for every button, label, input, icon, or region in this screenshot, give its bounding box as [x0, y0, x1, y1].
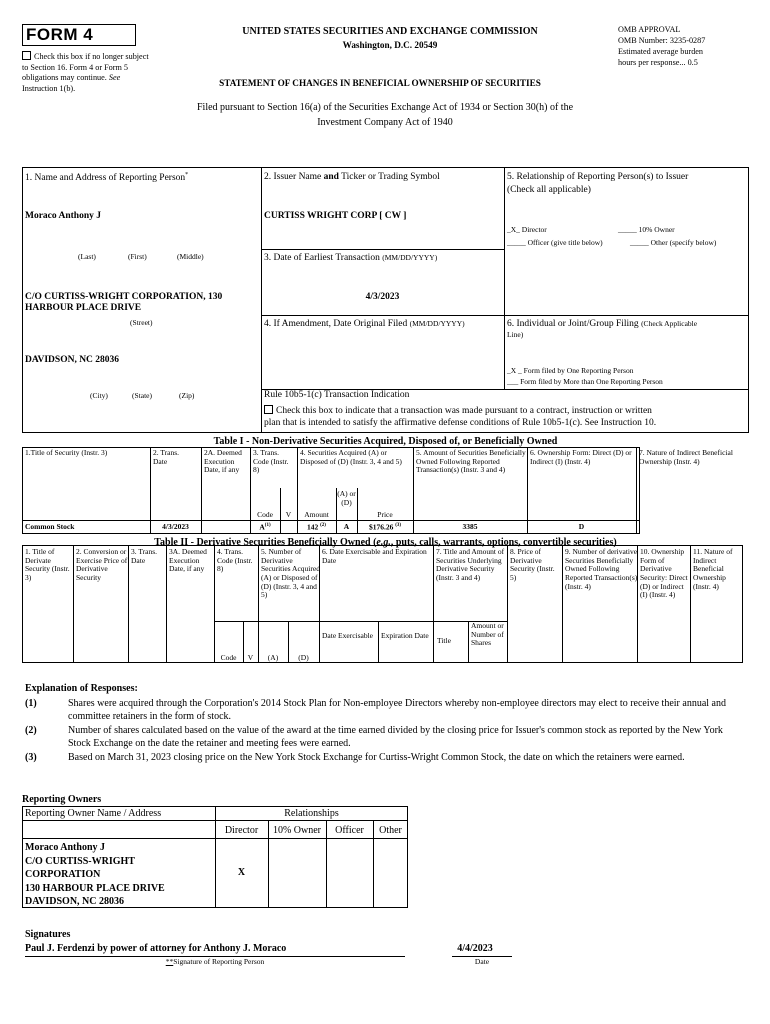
- table1-h6: 6. Ownership Form: Direct (D) or Indirect (I) (Instr. 4): [530, 448, 632, 466]
- rule-10b5-title: Rule 10b5-1(c) Transaction Indication: [264, 390, 410, 400]
- filing-type-sub: Line): [507, 330, 524, 339]
- table2-h6: 6. Date Exercisable and Expiration Date: [322, 547, 427, 565]
- table1-h2a: 2A. Deemed Execution Date, if any: [204, 448, 242, 475]
- table1-row-a-or-d: A: [343, 522, 350, 531]
- table2-h11: 11. Nature of Indirect Beneficial Ownership (Instr. 4): [693, 547, 733, 591]
- reporting-owners-title: Reporting Owners: [22, 794, 102, 805]
- relationship-director: _X_ Director: [507, 225, 547, 234]
- middle-label: (Middle): [177, 252, 204, 261]
- state-label: (State): [132, 391, 152, 400]
- director-header: Director: [224, 825, 259, 836]
- agency-name: UNITED STATES SECURITIES AND EXCHANGE COMMISSION: [242, 26, 538, 37]
- table2-sub-d: (D): [298, 653, 309, 662]
- amendment-date-label: 4. If Amendment, Date Original Filed (MM/DD/YYYY): [264, 319, 465, 329]
- explanation-item: (1) Shares were acquired through the Corporation's 2014 Stock Plan for Non-employee Directors whereby non-employee directors may elect to receive their annual and committee retainers in the form of stock.: [25, 698, 726, 722]
- other-header: Other: [379, 825, 402, 836]
- table1-sub-code: Code: [257, 510, 273, 519]
- signatures-title: Signatures: [25, 929, 71, 940]
- table1-sub-price: Price: [377, 510, 393, 519]
- form-title: FORM 4: [26, 25, 94, 44]
- table1-row-owned: 3385: [462, 522, 478, 531]
- explanation-list: [25, 697, 745, 764]
- owner-name-address: Moraco Anthony J C/O CURTISS-WRIGHT CORPORATION 130 HARBOUR PLACE DRIVE DAVIDSON, NC 28036: [25, 842, 165, 907]
- table2-h3a: 3A. Deemed Execution Date, if any: [169, 547, 207, 574]
- table2-h9: 9. Number of derivative Securities Beneficially Owned Following Reported Transaction(s) (Instr. 4): [565, 547, 638, 591]
- table1-row-code: $A^{(1)}$: [259, 522, 271, 532]
- explanation-title: Explanation of Responses:: [25, 683, 138, 694]
- table2-sub-exercisable: Date Exercisable: [322, 631, 374, 640]
- table1-row-price: $176.26 $^{(3)}$: [368, 522, 402, 532]
- relationships-header: Relationships: [284, 808, 339, 819]
- table1-row-date: 4/3/2023: [162, 522, 189, 531]
- street-label: (Street): [130, 318, 153, 327]
- reporting-person-name: Moraco Anthony J: [25, 211, 101, 221]
- filed-pursuant-line-1: Filed pursuant to Section 16(a) of the Securities Exchange Act of 1934 or Section 30(h) of the: [196, 102, 574, 113]
- table2-h8: 8. Price of Derivative Security (Instr. 5): [510, 547, 555, 582]
- signature-date: 4/4/2023: [457, 943, 493, 954]
- owner-name-header: Reporting Owner Name / Address: [25, 808, 162, 819]
- table2-sub-title: Title: [437, 636, 451, 645]
- table1-row-form: D: [578, 522, 585, 531]
- table2-sub-code: Code: [220, 653, 237, 662]
- officer-header: Officer: [335, 825, 364, 836]
- table2-h2: 2. Conversion or Exercise Price of Derivative Security: [76, 547, 128, 582]
- table1-row-amount: 142 $^{(2)}$: [307, 522, 326, 532]
- filed-pursuant-line-2: Investment Company Act of 1940: [317, 117, 453, 128]
- explanation-item: (3) Based on March 31, 2023 closing price on the New York Stock Exchange for Curtiss-Wright Common Stock, the date on which the retainers were earned.: [25, 752, 685, 763]
- rule-10b5-checkbox[interactable]: [264, 405, 273, 414]
- no-longer-subject-checkbox[interactable]: [22, 51, 31, 60]
- table1-sub-amount: Amount: [304, 510, 329, 519]
- explanation-item: (2) Number of shares calculated based on the value of the award at the time earned divided by the closing price for Issuer's common stock as reported by the New York Stock Exchange on the date the retainer and meeting fees were earned.: [25, 725, 723, 749]
- table1-title: Table I - Non-Derivative Securities Acquired, Disposed of, or Beneficially Owned: [213, 436, 558, 447]
- date-label: Date: [474, 957, 490, 966]
- issuer-name-value: CURTISS WRIGHT CORP [ CW ]: [264, 211, 407, 221]
- table2-sub-v: V: [247, 653, 254, 662]
- relationship-label-1: 5. Relationship of Reporting Person(s) to Issuer: [507, 172, 689, 182]
- last-label: (Last): [78, 252, 96, 261]
- zip-label: (Zip): [179, 391, 195, 400]
- ten-pct-owner-header: 10% Owner: [272, 825, 322, 836]
- reporting-person-label: 1. Name and Address of Reporting Person*: [25, 172, 189, 184]
- table1-sub-a-or-d: (A) or (D): [337, 489, 356, 507]
- earliest-transaction-label: 3. Date of Earliest Transaction (MM/DD/YYYY): [264, 253, 438, 263]
- rule-10b5-text: Check this box to indicate that a transaction was made pursuant to a contract, instruction or written plan that is intended to satisfy the affirmative defense conditions of Rule 10b5-1(c). See Instruction 10.: [264, 406, 657, 428]
- table2-h5: 5. Number of Derivative Securities Acquired (A) or Disposed of (D) (Instr. 3, 4 and 5): [261, 547, 320, 600]
- table1-h5: 5. Amount of Securities Beneficially Owned Following Reported Transaction(s) (Instr. 3 and 4): [416, 448, 526, 475]
- table1-h1: 1.Title of Security (Instr. 3): [25, 448, 108, 457]
- earliest-transaction-date: 4/3/2023: [365, 292, 400, 302]
- table2-title: Table II - Derivative Securities Beneficially Owned (e.g., puts, calls, warrants, options, convertible securities): [154, 537, 617, 548]
- filing-type-label: 6. Individual or Joint/Group Filing (Check Applicable: [507, 319, 698, 329]
- signer-name: Paul J. Ferdenzi by power of attorney for Anthony J. Moraco: [25, 943, 287, 954]
- omb-approval: OMB APPROVAL OMB Number: 3235-0287 Estimated average burden hours per response... 0.5: [618, 25, 706, 68]
- agency-location: Washington, D.C. 20549: [342, 40, 438, 50]
- table1-row-title: Common Stock: [25, 522, 75, 531]
- issuer-name-label: 2. Issuer Name and Ticker or Trading Symbol: [264, 172, 440, 182]
- table2-h3: 3. Trans. Date: [131, 547, 158, 565]
- reporting-person-address: C/O CURTISS-WRIGHT CORPORATION, 130 HARBOUR PLACE DRIVE: [25, 292, 223, 313]
- table1-h4: 4. Securities Acquired (A) or Disposed of (D) (Instr. 3, 4 and 5): [300, 448, 402, 466]
- reporting-person-city: DAVIDSON, NC 28036: [25, 355, 120, 365]
- relationship-other: _____ Other (specify below): [630, 238, 717, 247]
- table2-h10: 10. Ownership Form of Derivative Security: Direct (D) or Indirect (I) (Instr. 4): [640, 547, 688, 600]
- table1-h2: 2. Trans. Date: [153, 448, 180, 466]
- table2-sub-expiration: Expiration Date: [381, 631, 429, 640]
- relationship-officer: _____ Officer (give title below): [507, 238, 603, 247]
- table2-h1: 1. Title of Derivate Security (Instr. 3): [25, 547, 70, 582]
- statement-title: STATEMENT OF CHANGES IN BENEFICIAL OWNERSHIP OF SECURITIES: [219, 78, 541, 88]
- table1-h7: 7. Nature of Indirect Beneficial Ownership (Instr. 4): [639, 448, 733, 466]
- table2-h4: 4. Trans. Code (Instr. 8): [217, 547, 253, 574]
- relationship-label-2: (Check all applicable): [507, 185, 591, 195]
- table1-h3: 3. Trans. Code (Instr. 8): [253, 448, 289, 475]
- city-label: (City): [90, 391, 108, 400]
- table1-sub-v: V: [285, 510, 292, 519]
- signature-label: **Signature of Reporting Person: [165, 957, 265, 966]
- no-longer-subject-note: Check this box if no longer subject to Section 16. Form 4 or Form 5 obligations may continue. See Instruction 1(b).: [22, 52, 149, 93]
- filing-type-multiple: ___ Form filed by More than One Reporting Person: [507, 377, 663, 386]
- director-mark: X: [237, 867, 246, 878]
- first-label: (First): [128, 252, 147, 261]
- table2-sub-a: (A): [267, 653, 279, 662]
- filing-type-one-person: _X _ Form filed by One Reporting Person: [507, 366, 634, 375]
- relationship-10pct-owner: _____ 10% Owner: [618, 225, 675, 234]
- table2-sub-amount: Amount or Number of Shares: [471, 621, 504, 648]
- table2-h7: 7. Title and Amount of Securities Underlying Derivative Security (Instr. 3 and 4): [436, 547, 505, 582]
